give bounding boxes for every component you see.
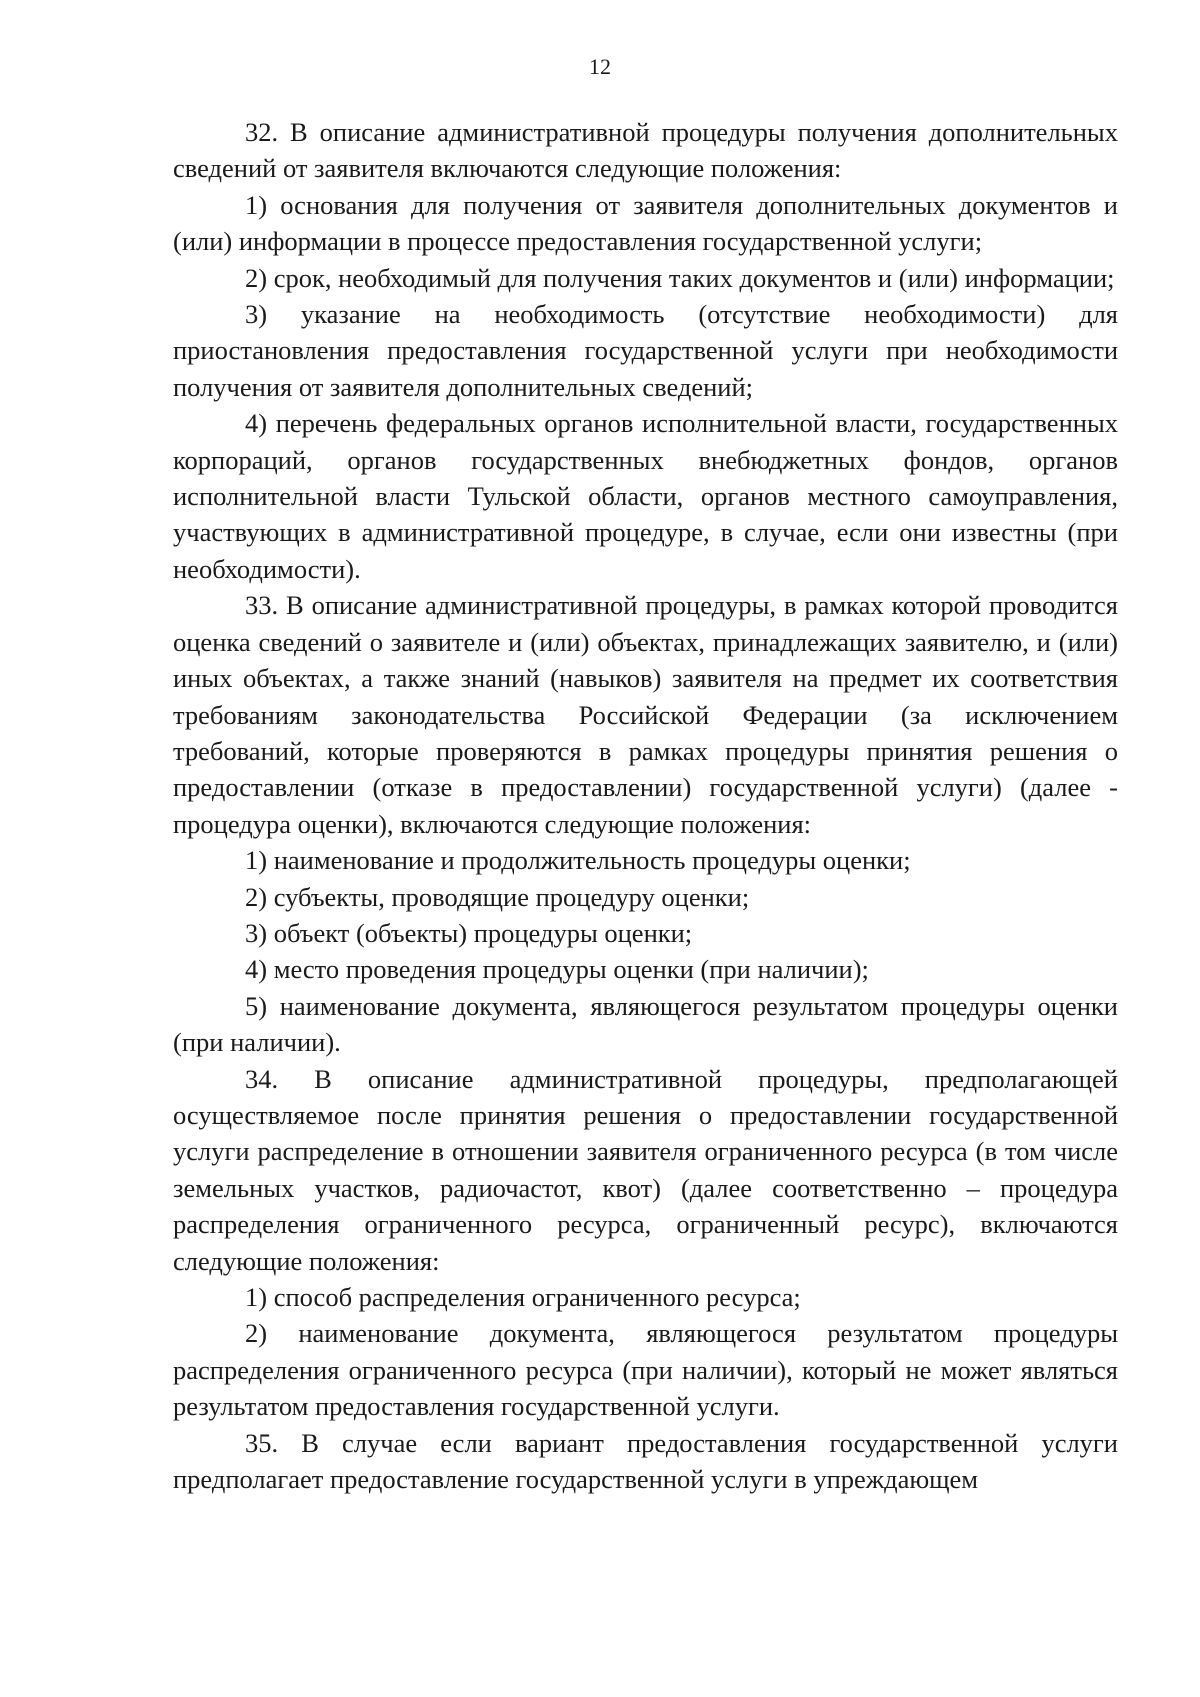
paragraph-34: 34. В описание административной процедуры, предполагающей осуществляемое после принятия решения о предоставлении государственной услуги распределение в отношении заявителя ограниченного ресурса (в том числе земельных участков, радиочастот, квот) (далее соответственно – процедура распределения ограниченного ресурса, ограниченный ресурс), включаются следующие положения: — [173, 1063, 1118, 1276]
paragraph-35: 35. В случае если вариант предоставления государственной услуги предполагает предоставление государственной услуги в упреждающем — [173, 1427, 1118, 1495]
paragraph-34-item-2: 2) наименование документа, являющегося результатом процедуры распределения ограниченного ресурса (при наличии), который не может являться результатом предоставления государственной услуги. — [173, 1318, 1118, 1422]
page-number: 12 — [589, 54, 611, 79]
paragraph-32-item-2: 2) срок, необходимый для получения таких документов и (или) информации; — [245, 262, 1115, 293]
paragraph-32-item-4: 4) перечень федеральных органов исполнительной власти, государственных корпораций, органов государственных внебюджетных фондов, органов исполнительной власти Тульской области, органов местного самоуправления, участвующих в административной процедуре, в случае, если они известны (при необходимости). — [173, 408, 1118, 584]
paragraph-33: 33. В описание административной процедуры, в рамках которой проводится оценка сведений о заявителе и (или) объектах, принадлежащих заявителю, и (или) иных объектах, а также знаний (навыков) заявителя на предмет их соответствия требованиям законодательства Российской Федерации (за исключением требований, которые проверяются в рамках процедуры принятия решения о предоставлении (отказе в предоставлении) государственной услуги) (далее - процедура оценки), включаются следующие положения: — [173, 590, 1118, 839]
paragraph-34-item-1: 1) способ распределения ограниченного ресурса; — [245, 1282, 801, 1312]
paragraph-33-item-3: 3) объект (объекты) процедуры оценки; — [245, 917, 693, 948]
paragraph-33-item-4: 4) место проведения процедуры оценки (при наличии); — [245, 954, 869, 985]
paragraph-33-item-5: 5) наименование документа, являющегося результатом процедуры оценки (при наличии). — [173, 990, 1118, 1058]
paragraph-33-item-1: 1) наименование и продолжительность процедуры оценки; — [245, 845, 911, 876]
paragraph-32-item-1: 1) основания для получения от заявителя дополнительных документов и (или) информации в процессе предоставления государственной услуги; — [173, 189, 1118, 257]
document-body — [173, 114, 1118, 1497]
paragraph-33-item-2: 2) субъекты, проводящие процедуру оценки; — [245, 881, 750, 912]
paragraph-32: 32. В описание административной процедуры получения дополнительных сведений от заявителя включаются следующие положения: — [173, 117, 1118, 184]
paragraph-32-item-3: 3) указание на необходимость (отсутствие необходимости) для приостановления предоставления государственной услуги при необходимости получения от заявителя дополнительных сведений; — [173, 299, 1118, 402]
